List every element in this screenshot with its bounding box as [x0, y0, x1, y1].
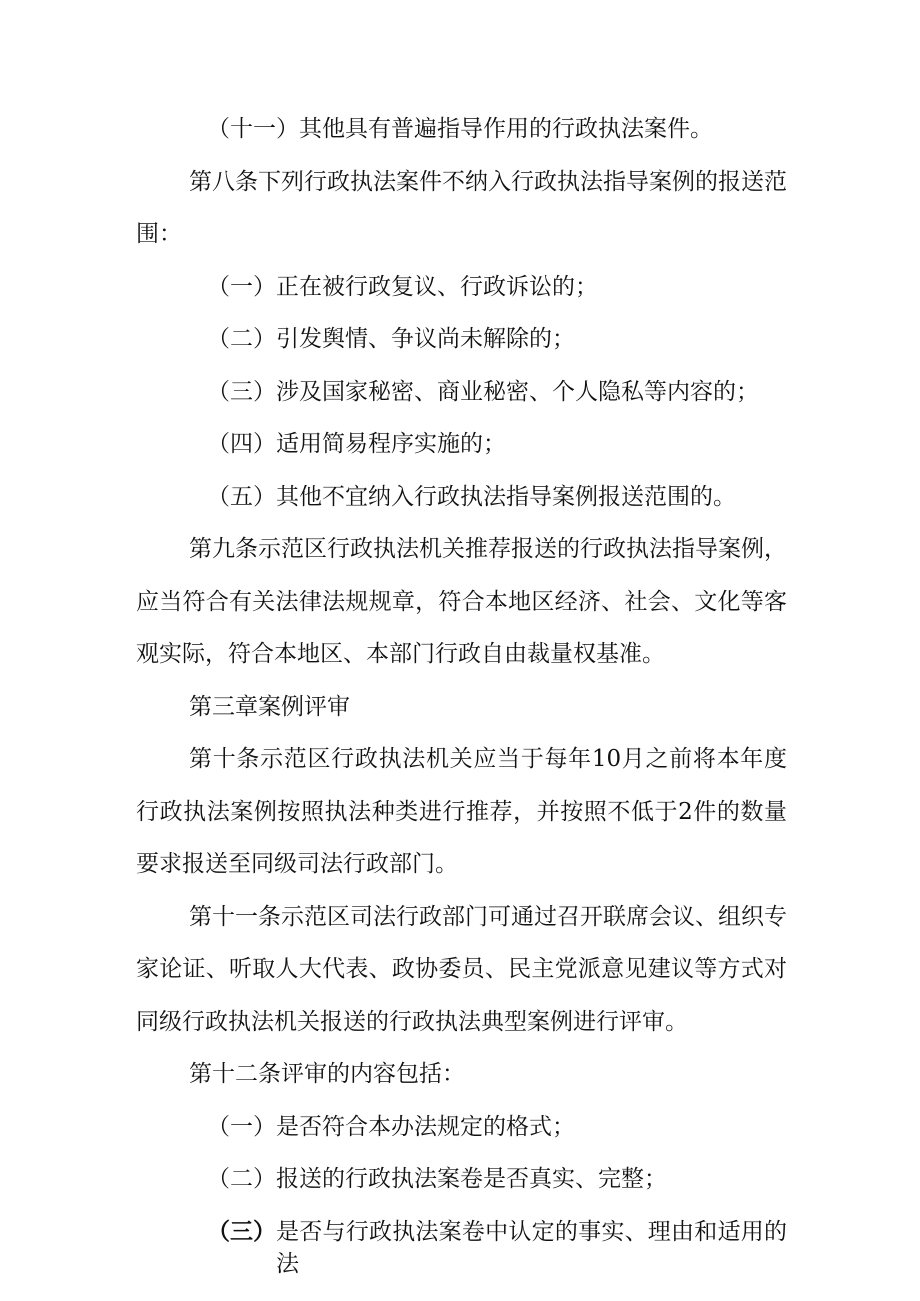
article-12-heading: 第十二条评审的内容包括： [189, 1061, 465, 1087]
article-8-item-3: （三）涉及国家秘密、商业秘密、个人隐私等内容的； [207, 379, 759, 405]
item-3-marker: （三） [207, 1218, 276, 1245]
article-10-line-2: 行政执法案例按照执法种类进行推荐，并按照不低于2件的数量 [136, 799, 787, 825]
article-9-line-2: 应当符合有关法律法规规章，符合本地区经济、社会、文化等客 [136, 589, 787, 615]
article-12-item-3 [207, 1216, 787, 1277]
article-8-item-4: （四）适用简易程序实施的； [207, 431, 506, 457]
article-8-item-1: （一）正在被行政复议、行政诉讼的； [207, 274, 598, 300]
article-8-line-2: 围： [136, 221, 182, 247]
article-10-line-3: 要求报送至同级司法行政部门。 [136, 851, 458, 877]
article-8-item-2: （二）引发舆情、争议尚未解除的； [207, 326, 575, 352]
item-eleven: （十一）其他具有普遍指导作用的行政执法案件。 [207, 116, 713, 142]
article-8-item-5: （五）其他不宜纳入行政执法指导案例报送范围的。 [207, 484, 736, 510]
article-11-line-1: 第十一条示范区司法行政部门可通过召开联席会议、组织专 [189, 904, 787, 930]
article-9-line-3: 观实际，符合本地区、本部门行政自由裁量权基准。 [136, 641, 665, 667]
article-11-line-3: 同级行政执法机关报送的行政执法典型案例进行评审。 [136, 1009, 688, 1035]
article-12-item-2: （二）报送的行政执法案卷是否真实、完整； [207, 1166, 667, 1192]
article-12-item-1: （一）是否符合本办法规定的格式； [207, 1114, 575, 1140]
article-8-line-1: 第八条下列行政执法案件不纳入行政执法指导案例的报送范 [189, 169, 787, 195]
item-3-text: 是否与行政执法案卷中认定的事实、理由和适用的法 [276, 1219, 787, 1277]
article-9-line-1: 第九条示范区行政执法机关推荐报送的行政执法指导案例， [189, 536, 787, 562]
article-11-line-2: 家论证、听取人大代表、政协委员、民主党派意见建议等方式对 [136, 956, 787, 982]
article-10-line-1: 第十条示范区行政执法机关应当于每年10月之前将本年度 [189, 746, 787, 772]
chapter-3-heading: 第三章案例评审 [189, 694, 350, 720]
